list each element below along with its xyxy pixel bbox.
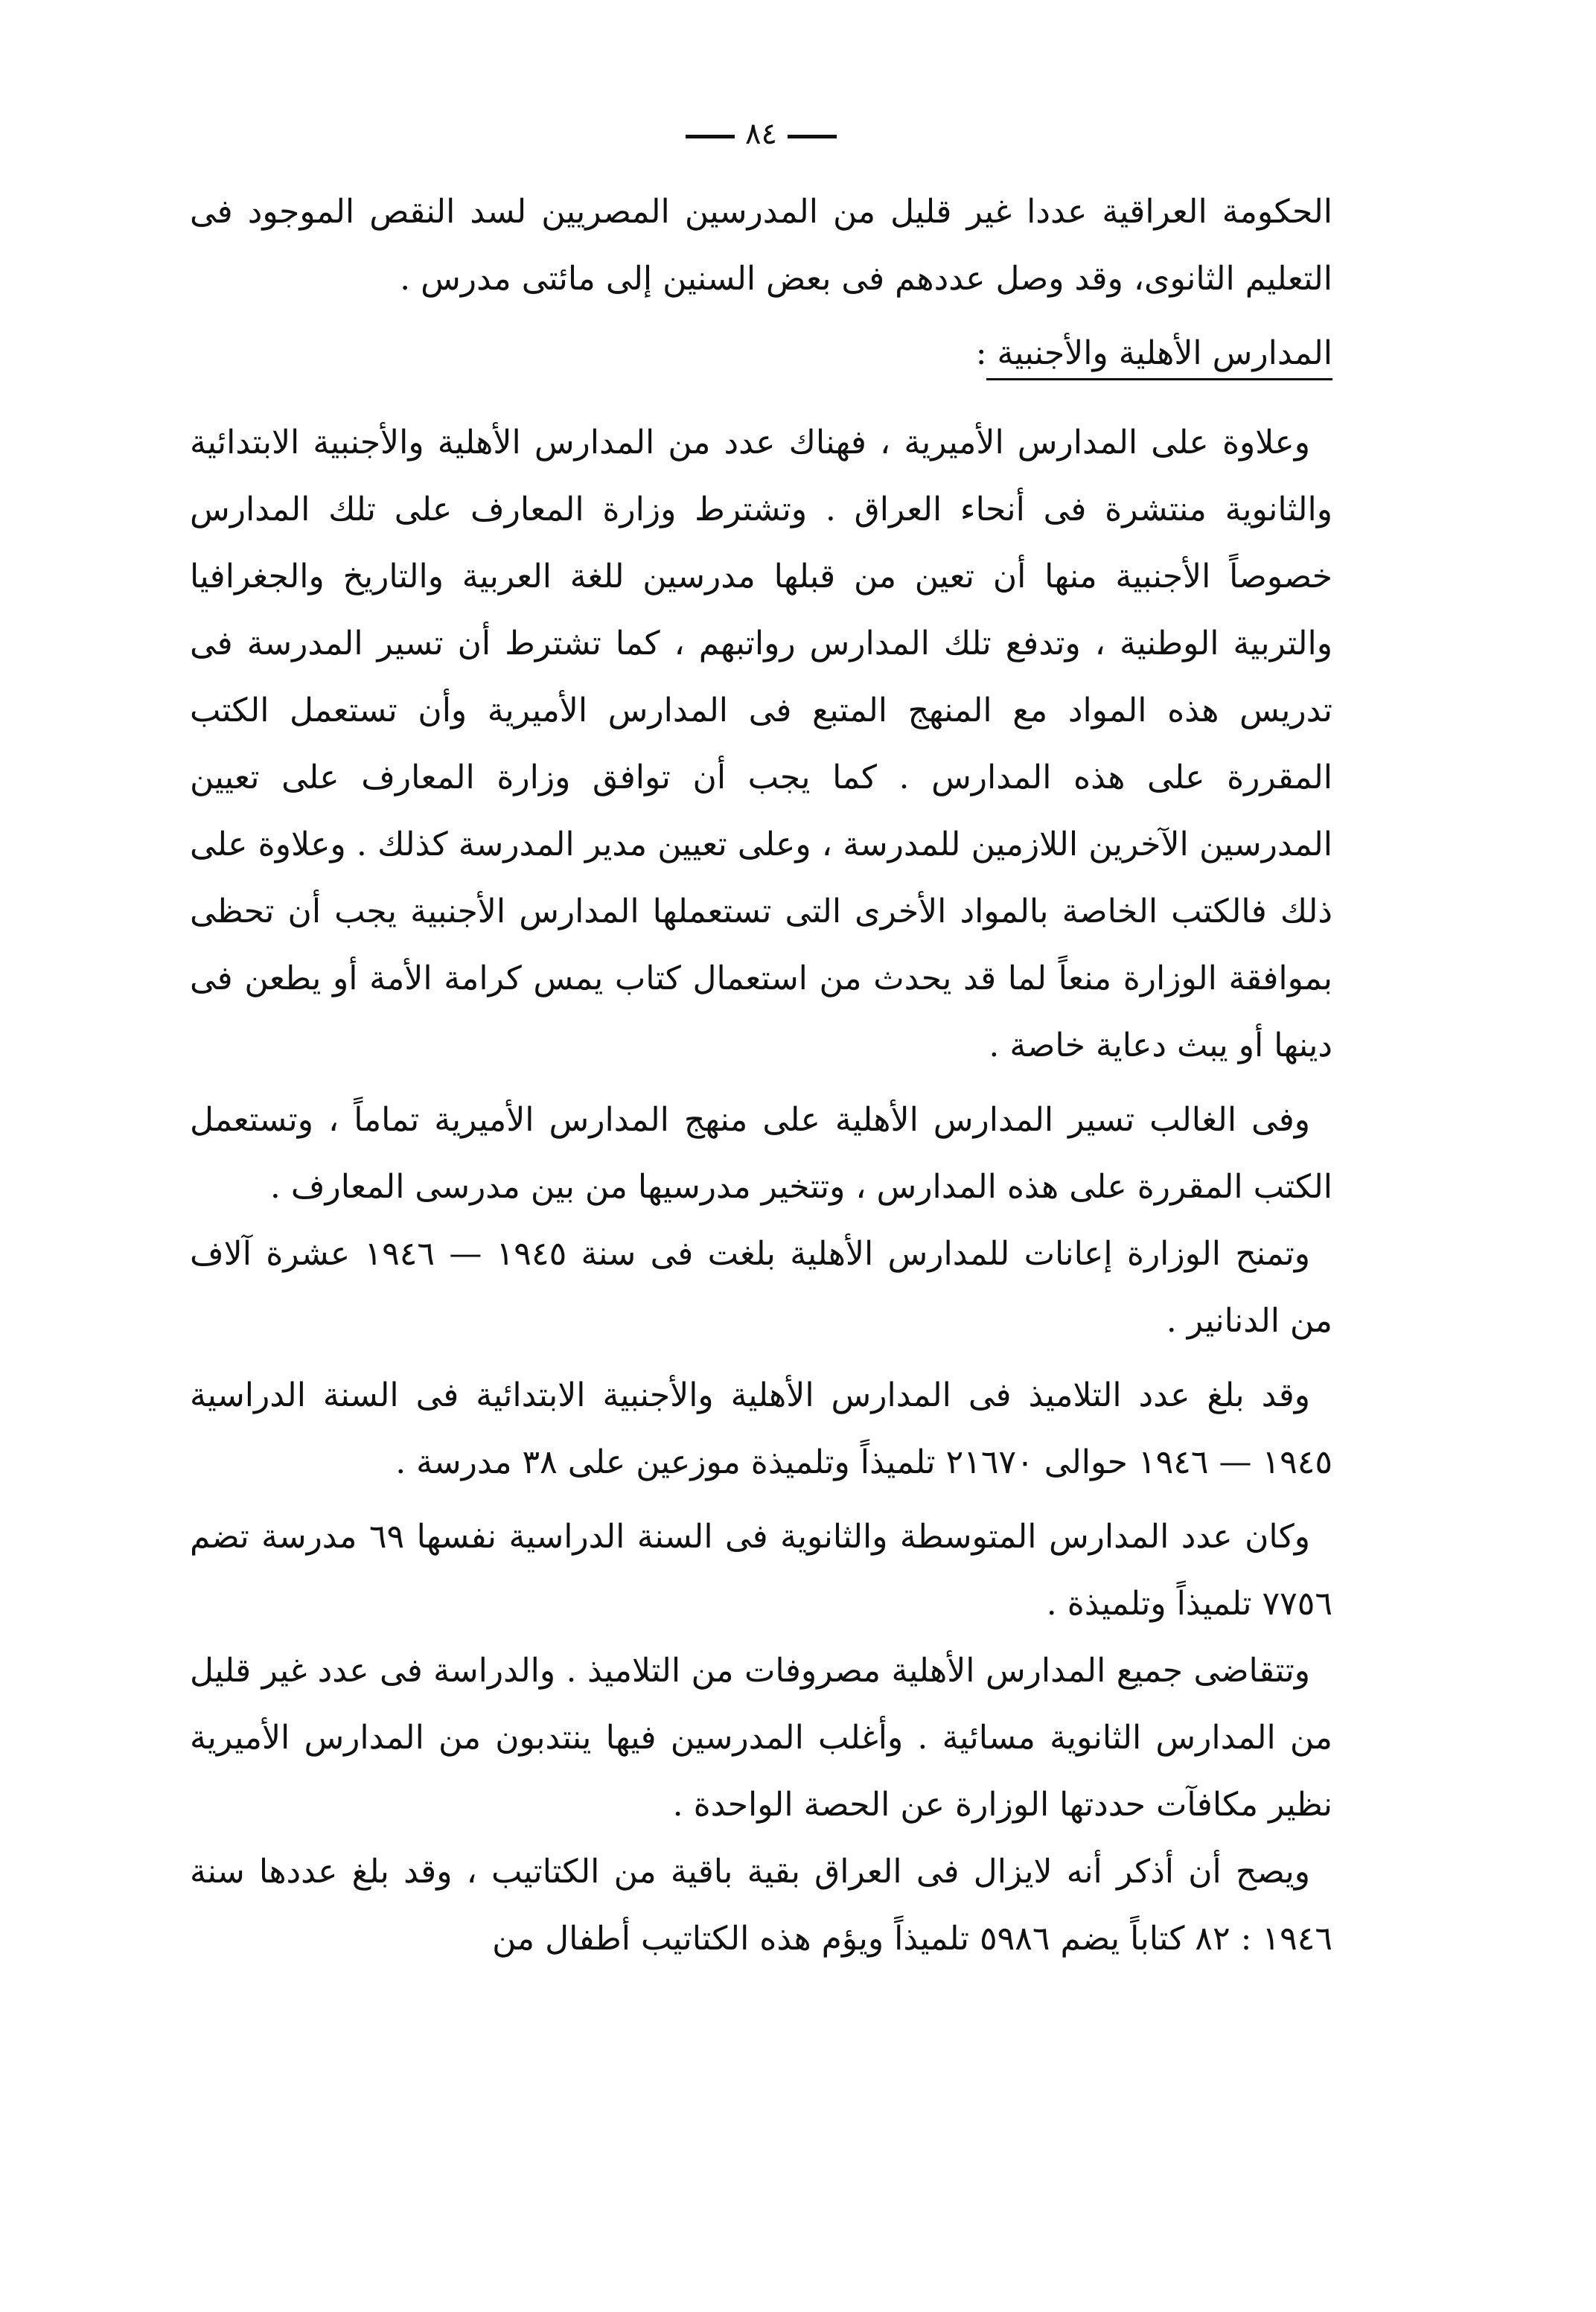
intro-paragraph: الحكومة العراقية عددا غير قليل من المدرسين المصريين لسد النقص الموجود فى التعليم الثانوى، وقد وصل عددهم فى بعض السنين إلى مائتى مدرس . (190, 193, 1332, 298)
page-number-dash-right (686, 135, 735, 138)
page-number (190, 112, 1332, 156)
paragraph-tuition-fees: وتتقاضى جميع المدارس الأهلية مصروفات من التلاميذ . والدراسة فى عدد غير قليل من المدارس الثانوية مسائية . وأغلب المدرسين فيها ينتدبون من المدارس الأميرية نظير مكافآت حددتها الوزارة عن الحصة الواحدة . (190, 1652, 1332, 1824)
book-page (190, 112, 1332, 2218)
paragraph-kuttab-schools: ويصح أن أذكر أنه لايزال فى العراق بقية باقية من الكتاتيب ، وقد بلغ عددها سنة ١٩٤٦ : ٨٢ كتاباً يضم ٥٩٨٦ تلميذاً ويؤم هذه الكتاتيب أطفال من (190, 1853, 1332, 1958)
paragraph-secondary-enrollment: وكان عدد المدارس المتوسطة والثانوية فى السنة الدراسية نفسها ٦٩ مدرسة تضم ٧٧٥٦ تلميذاً وتلميذة . (190, 1518, 1332, 1623)
section-heading (190, 320, 1332, 387)
paragraph-ministry-subsidies: وتمنح الوزارة إعانات للمدارس الأهلية بلغت فى سنة ١٩٤٥ — ١٩٤٦ عشرة آلاف من الدنانير . (190, 1235, 1332, 1340)
paragraph-primary-enrollment: وقد بلغ عدد التلاميذ فى المدارس الأهلية والأجنبية الابتدائية فى السنة الدراسية ١٩٤٥ — ١٩٤٦ حوالى ٢١٦٧٠ تلميذاً وتلميذة موزعين على ٣٨ مدرسة . (190, 1376, 1332, 1481)
section-heading-text: المدارس الأهلية والأجنبية : (975, 334, 1332, 372)
paragraph-private-schools-curriculum: وفى الغالب تسير المدارس الأهلية على منهج المدارس الأميرية تماماً ، وتستعمل الكتب المقررة على هذه المدارس ، وتتخير مدرسيها من بين مدرسى المعارف . (190, 1101, 1332, 1206)
page-number-text: ٨٤ (745, 117, 777, 151)
section-heading-underline (986, 378, 1332, 380)
paragraph-private-foreign-schools: وعلاوة على المدارس الأميرية ، فهناك عدد من المدارس الأهلية والأجنبية الابتدائية والثانوية منتشرة فى أنحاء العراق . وتشترط وزارة المعارف على تلك المدارس خصوصاً الأجنبية منها أن تعين من قبلها مدرسين للغة العربية والتاريخ والجغرافيا والتربية الوطنية ، وتدفع تلك المدارس رواتبهم ، كما تشترط أن تسير المدرسة فى تدريس هذه المواد مع المنهج المتبع فى المدارس الأميرية وأن تستعمل الكتب المقررة على هذه المدارس . كما يجب أن توافق وزارة المعارف على تعيين المدرسين الآخرين اللازمين للمدرسة ، وعلى تعيين مدير المدرسة كذلك . وعلاوة على ذلك فالكتب الخاصة بالمواد الأخرى التى تستعملها المدارس الأجنبية يجب أن تحظى بموافقة الوزارة منعاً لما قد يحدث من استعمال كتاب يمس كرامة الأمة أو يطعن فى دينها أو يبث دعاية خاصة . (190, 424, 1332, 1064)
page-number-dash-left (788, 135, 837, 138)
